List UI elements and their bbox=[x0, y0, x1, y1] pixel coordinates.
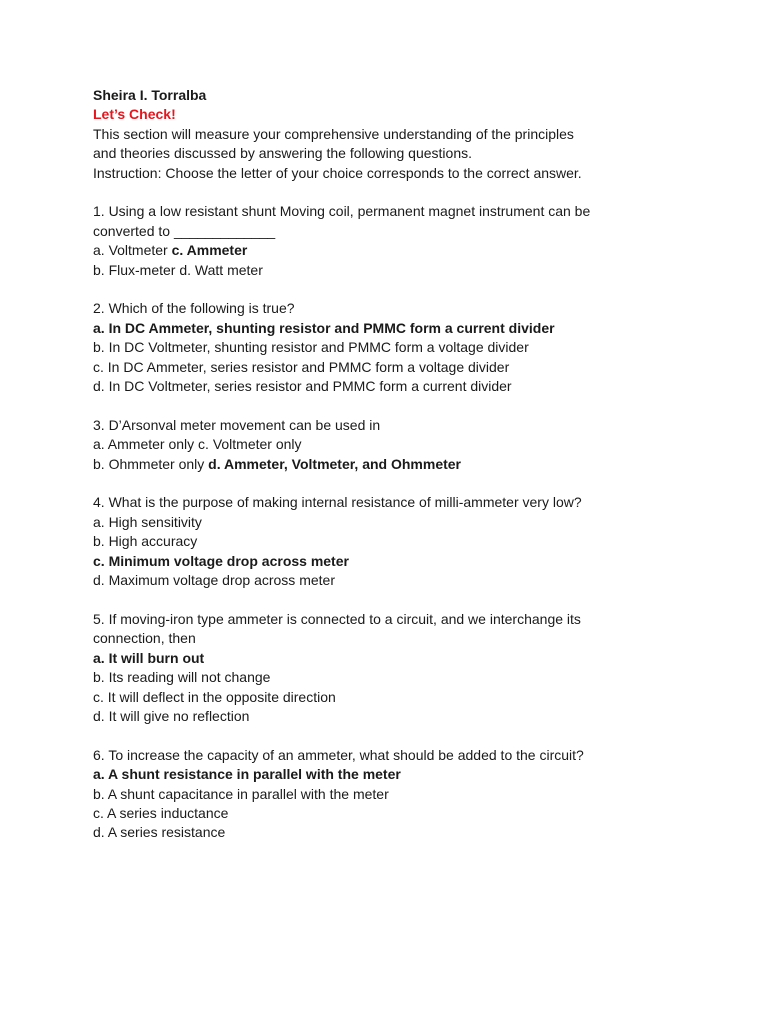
question-stem: 6. To increase the capacity of an ammeter, what should be added to the circuit? bbox=[93, 746, 584, 763]
option-c: c. A series inductance bbox=[93, 804, 229, 821]
option-d: d. A series resistance bbox=[93, 824, 226, 841]
intro-line-2: and theories discussed by answering the following questions. bbox=[93, 145, 473, 162]
option-d: d. In DC Voltmeter, series resistor and PMMC form a current divider bbox=[93, 378, 512, 395]
option-c: c. It will deflect in the opposite direction bbox=[93, 688, 336, 705]
option-row-bd: b. Flux-meter d. Watt meter bbox=[93, 261, 263, 278]
spacer bbox=[93, 280, 733, 299]
spacer bbox=[93, 591, 733, 610]
question-stem: 5. If moving-iron type ammeter is connected to a circuit, and we interchange its bbox=[93, 610, 581, 627]
question-5 bbox=[93, 610, 733, 726]
option-a-answer: a. It will burn out bbox=[93, 649, 205, 666]
option-d-answer: d. Ammeter, Voltmeter, and Ohmmeter bbox=[208, 455, 462, 472]
option-b: b. Ohmmeter only bbox=[93, 455, 209, 472]
spacer bbox=[93, 396, 733, 415]
question-4 bbox=[93, 493, 733, 590]
question-2 bbox=[93, 299, 733, 396]
spacer bbox=[93, 183, 733, 202]
question-6 bbox=[93, 746, 733, 843]
question-stem: 1. Using a low resistant shunt Moving coil, permanent magnet instrument can be bbox=[93, 203, 591, 220]
spacer bbox=[93, 726, 733, 745]
option-row bbox=[93, 455, 733, 474]
question-stem: 4. What is the purpose of making internal resistance of milli-ammeter very low? bbox=[93, 494, 582, 511]
question-stem: 2. Which of the following is true? bbox=[93, 300, 295, 317]
option-c: c. In DC Ammeter, series resistor and PMMC form a voltage divider bbox=[93, 358, 510, 375]
option-a: a. High sensitivity bbox=[93, 513, 202, 530]
section-title: Let’s Check! bbox=[93, 106, 176, 123]
option-b: b. High accuracy bbox=[93, 533, 198, 550]
author-name: Sheira I. Torralba bbox=[93, 87, 207, 103]
question-1 bbox=[93, 202, 733, 280]
option-c-answer: c. Ammeter bbox=[171, 242, 248, 259]
question-stem-continued: connection, then bbox=[93, 630, 196, 647]
option-row bbox=[93, 241, 733, 260]
instruction-text: Instruction: Choose the letter of your choice corresponds to the correct answer. bbox=[93, 164, 582, 181]
option-a-answer: a. In DC Ammeter, shunting resistor and PMMC form a current divider bbox=[93, 319, 555, 336]
option-row-ac: a. Ammeter only c. Voltmeter only bbox=[93, 436, 302, 453]
option-b: b. A shunt capacitance in parallel with the meter bbox=[93, 785, 389, 802]
question-stem-continued: converted to _____________ bbox=[93, 222, 276, 239]
option-c-answer: c. Minimum voltage drop across meter bbox=[93, 552, 349, 569]
question-3 bbox=[93, 416, 733, 474]
option-a: a. Voltmeter bbox=[93, 242, 172, 259]
option-d: d. Maximum voltage drop across meter bbox=[93, 572, 335, 589]
document-page bbox=[93, 86, 733, 843]
option-b: b. Its reading will not change bbox=[93, 669, 271, 686]
option-b: b. In DC Voltmeter, shunting resistor and PMMC form a voltage divider bbox=[93, 339, 529, 356]
question-stem: 3. D’Arsonval meter movement can be used in bbox=[93, 416, 381, 433]
option-a-answer: a. A shunt resistance in parallel with the meter bbox=[93, 766, 401, 783]
intro-line-1: This section will measure your comprehensive understanding of the principles bbox=[93, 125, 574, 142]
spacer bbox=[93, 474, 733, 493]
option-d: d. It will give no reflection bbox=[93, 707, 250, 724]
